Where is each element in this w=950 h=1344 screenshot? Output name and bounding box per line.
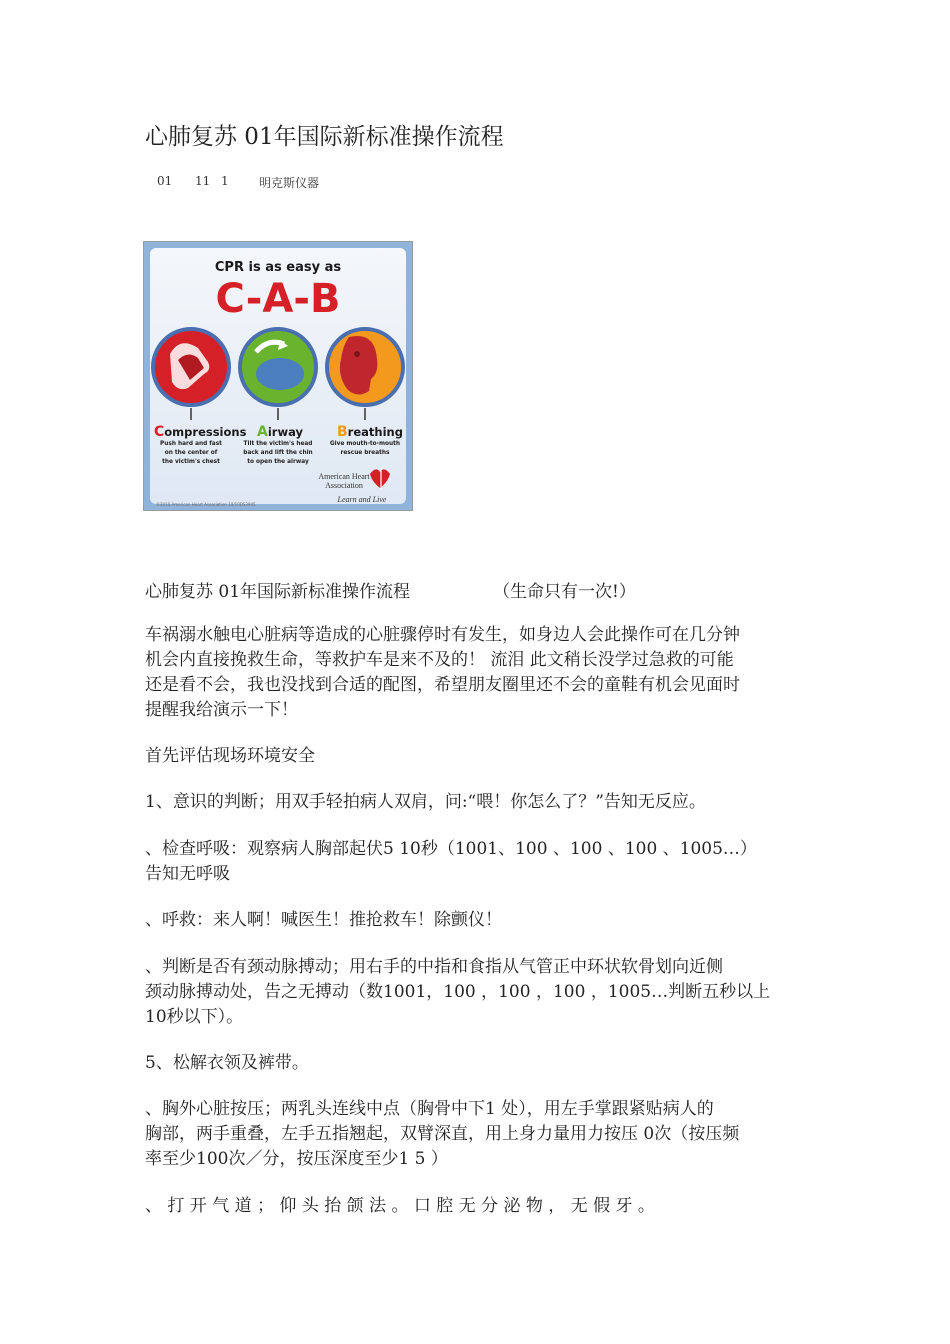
section-heading: 心肺复苏 01年国际新标准操作流程 bbox=[145, 582, 411, 602]
breathing-label: Breathing bbox=[337, 424, 403, 440]
step-6-line: 、胸外心脏按压；两乳头连线中点（胸骨中下1 处），用左手掌跟紧贴病人的 bbox=[145, 1099, 714, 1119]
step-5-text: 5、松解衣领及裤带。 bbox=[145, 1053, 309, 1073]
poster-headline-top: CPR is as easy as bbox=[214, 260, 342, 275]
intro-line: 提醒我给演示一下！ bbox=[145, 700, 298, 720]
compressions-label: Compressions bbox=[154, 424, 247, 440]
breathing-icon bbox=[327, 329, 403, 405]
compressions-desc-2: on the center of bbox=[164, 450, 218, 456]
intro-line: 车祸溺水触电心脏病等造成的心脏骤停时有发生，如身边人会此操作可在几分钟 bbox=[145, 625, 740, 645]
poster-graphic bbox=[144, 242, 412, 510]
airway-desc-2: back and lift the chin bbox=[243, 450, 313, 456]
step-1-paragraph bbox=[145, 790, 815, 815]
intro-paragraph bbox=[145, 623, 815, 723]
safety-text: 首先评估现场环境安全 bbox=[145, 746, 315, 766]
airway-label: Airway bbox=[257, 424, 303, 440]
document-title: 心肺复苏 01年国际新标准操作流程 bbox=[145, 124, 504, 150]
breathing-desc-1: Give mouth-to-mouth bbox=[329, 441, 401, 447]
breathing-desc-2: rescue breaths bbox=[340, 450, 390, 456]
aha-name-1: American Heart bbox=[318, 472, 370, 481]
step-1-text: 1、意识的判断；用双手轻拍病人双肩，问:“喂！你怎么了？”告知无反应。 bbox=[145, 792, 706, 812]
section-heading-note: （生命只有一次!） bbox=[493, 582, 636, 602]
step-6-paragraph bbox=[145, 1097, 815, 1172]
meta-day: 1 bbox=[221, 174, 229, 188]
compressions-desc-1: Push hard and fast bbox=[160, 441, 222, 447]
airway-icon bbox=[240, 329, 316, 405]
step-2-line: 告知无呼吸 bbox=[145, 864, 230, 884]
meta-month: 11 bbox=[195, 174, 211, 188]
compressions-icon bbox=[153, 329, 229, 405]
meta-year: 01 bbox=[157, 174, 173, 188]
step-4-line: 、判断是否有颈动脉搏动；用右手的中指和食指从气管正中环状软骨划向近侧 bbox=[145, 957, 723, 977]
step-3-paragraph bbox=[145, 908, 815, 933]
step-2-paragraph bbox=[145, 837, 815, 887]
poster-headline-cab: C-A-B bbox=[215, 276, 341, 322]
step-4-line: 10秒以下）。 bbox=[145, 1007, 244, 1027]
airway-desc-3: to open the airway bbox=[247, 459, 309, 465]
compressions-desc-3: the victim's chest bbox=[162, 459, 220, 465]
step-2-line: 、检查呼吸：观察病人胸部起伏5 10秒（1001、100 、100 、100 、1005…） bbox=[145, 839, 757, 859]
step-6-line: 胸部，两手重叠，左手五指翘起，双臂深直，用上身力量用力按压 0次（按压频 bbox=[145, 1124, 740, 1144]
intro-line: 还是看不会，我也没找到合适的配图，希望朋友圈里还不会的童鞋有机会见面时 bbox=[145, 675, 740, 695]
poster-copyright: ©2010 American Heart Association 10/10DS3945 bbox=[156, 502, 256, 507]
aha-name-2: Association bbox=[325, 481, 363, 490]
step-5-paragraph bbox=[145, 1051, 815, 1076]
intro-line: 机会内直接挽救生命，等救护车是来不及的！ 流泪 此文稍长没学过急救的可能 bbox=[145, 650, 734, 670]
step-7-paragraph bbox=[145, 1194, 815, 1219]
airway-desc-1: Tilt the victim's head bbox=[243, 441, 313, 447]
safety-paragraph bbox=[145, 744, 815, 769]
step-7-text: 、 打 开 气 道 ； 仰 头 抬 颌 法 。 口 腔 无 分 泌 物 ， 无 假 牙 。 bbox=[145, 1196, 655, 1216]
meta-author: 明克斯仪器 bbox=[259, 176, 320, 190]
step-6-line: 率至少100次／分，按压深度至少1 5 ） bbox=[145, 1149, 448, 1169]
aha-tagline: Learn and Live bbox=[337, 495, 387, 504]
cpr-cab-poster bbox=[143, 241, 413, 511]
step-3-text: 、呼救：来人啊！喊医生！推抢救车！除颤仪！ bbox=[145, 910, 502, 930]
step-4-line: 颈动脉搏动处，告之无搏动（数1001，100 ，100 ，100 ，1005…判断五秒以上 bbox=[145, 982, 771, 1002]
step-4-paragraph bbox=[145, 955, 815, 1030]
